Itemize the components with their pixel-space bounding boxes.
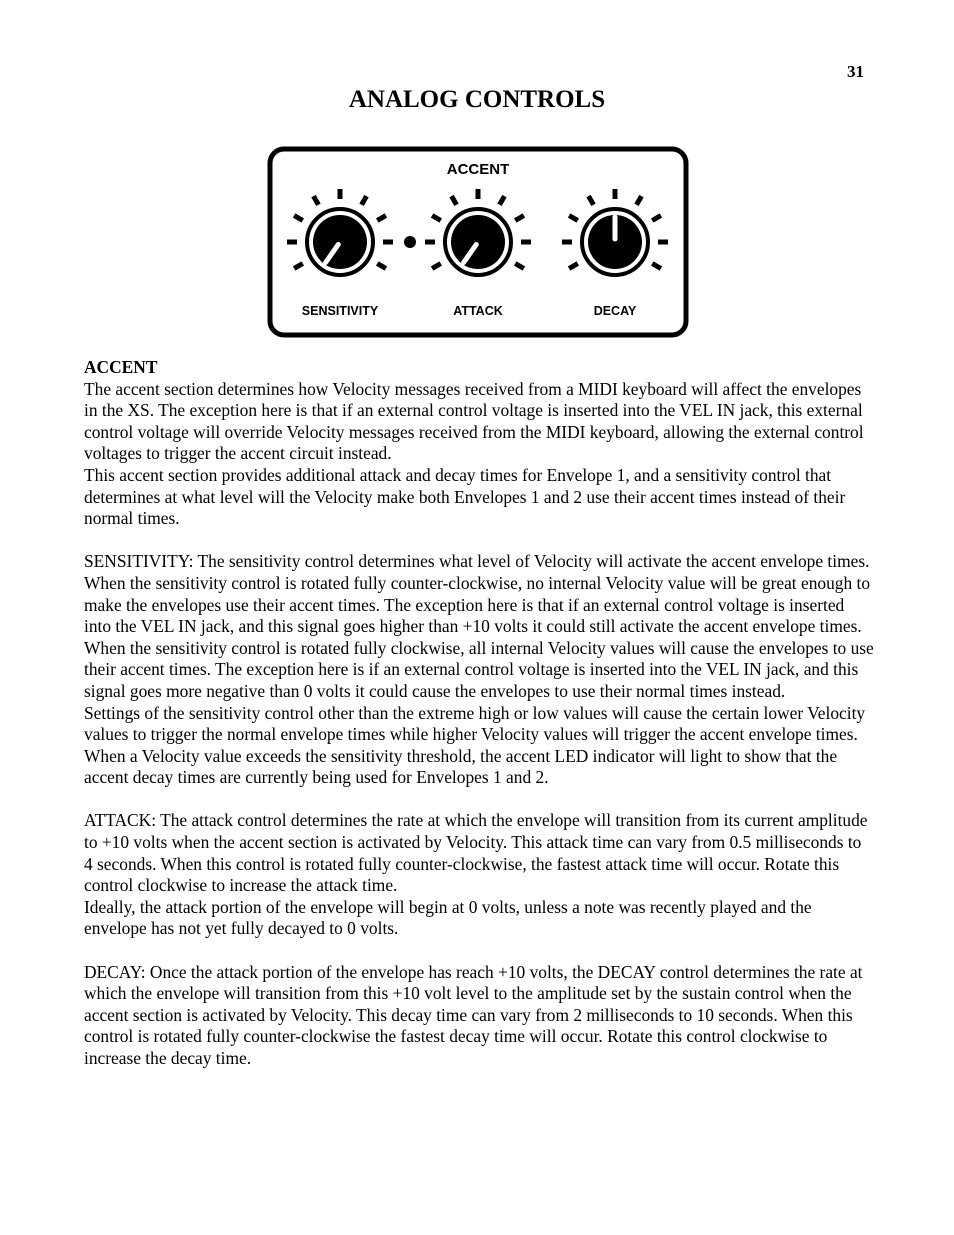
paragraph-attack: ATTACK: The attack control determines the rate at which the envelope will transition from its current amplitude to +10 volts when the accent section is activated by Velocity. This attack time can vary from 0.5 milliseconds to 4 seconds. When this control is rotated fully counter-clockwise, the fastest attack time will occur. Rotate this control clockwise to increase the attack time. [84, 810, 868, 896]
paragraph-sensitivity: SENSITIVITY: The sensitivity control determines what level of Velocity will activate the accent envelope times. When the sensitivity control is rotated fully counter-clockwise, no internal Velocity value will be great enough to make the envelopes use their accent times. The exception here is that if an external control voltage is inserted into the VEL IN jack, and this signal goes higher than +10 volts it could still activate the accent envelope times. When the sensitivity control is rotated fully clockwise, all internal Velocity values will cause the envelopes to use their accent times. The exception here is if an external control voltage is inserted into the VEL IN jack, and this signal goes more negative than 0 volts it could cause the envelopes to use their normal times instead. [84, 551, 874, 701]
sensitivity-knob-label: SENSITIVITY [301, 304, 379, 318]
document-body [84, 357, 874, 1070]
paragraph-accent-intro: The accent section determines how Velocity messages received from a MIDI keyboard will affect the envelopes in the XS. The exception here is that if an external control voltage is inserted into the VEL IN jack, this external control voltage will override Velocity messages received from the MIDI keyboard, allowing the external control voltages to trigger the accent circuit instead. [84, 378, 864, 464]
knob-cap [451, 215, 505, 269]
page-title: ANALOG CONTROLS [348, 86, 606, 113]
paragraph-accent-led: When a Velocity value exceeds the sensitivity threshold, the accent LED indicator will light to show that the accent decay times are currently being used for Envelopes 1 and 2. [84, 745, 838, 788]
paragraph-decay: DECAY: Once the attack portion of the envelope has reach +10 volts, the DECAY control determines the rate at which the envelope will transition from this +10 volt level to the amplitude set by the sustain control when the accent section is activated by Velocity. This decay time can vary from 2 milliseconds to 10 seconds. When this control is rotated fully counter-clockwise the fastest decay time will occur. Rotate this control clockwise to increase the decay time. [84, 961, 863, 1068]
accent-panel-figure [267, 146, 689, 338]
paragraph-accent-times: This accent section provides additional attack and decay times for Envelope 1, and a sensitivity control that determines at what level will the Velocity make both Envelopes 1 and 2 use their accent times instead of their normal times. [84, 464, 846, 529]
section-heading-accent: ACCENT [84, 357, 158, 377]
accent-led-indicator [404, 236, 416, 248]
page-number: 31 [847, 62, 864, 81]
paragraph-attack-ideal: Ideally, the attack portion of the envelope will begin at 0 volts, unless a note was recently played and the envelope has not yet fully decayed to 0 volts. [84, 896, 812, 939]
panel-section-label: ACCENT [446, 161, 510, 178]
attack-knob-label: ATTACK [453, 304, 503, 318]
knob-cap [313, 215, 367, 269]
accent-panel-illustration [267, 146, 689, 338]
decay-knob-label: DECAY [593, 304, 637, 318]
paragraph-sensitivity-settings: Settings of the sensitivity control other than the extreme high or low values will cause the certain lower Velocity values to trigger the normal envelope times while higher Velocity values will trigger the accent envelope times. [84, 702, 866, 745]
